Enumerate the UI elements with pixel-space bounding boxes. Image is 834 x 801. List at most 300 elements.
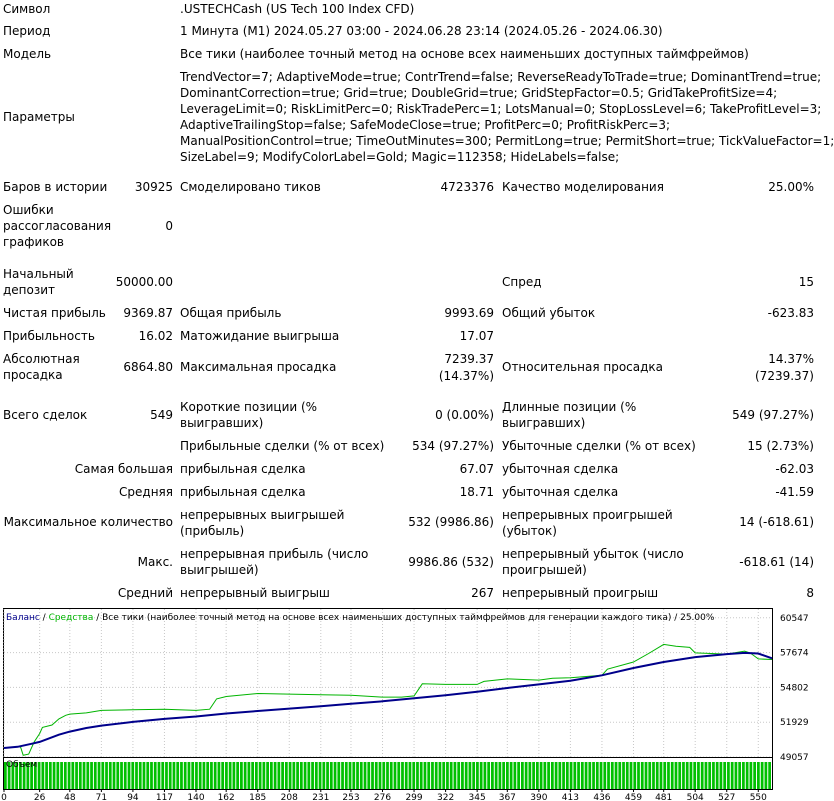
volume-bar <box>169 762 172 789</box>
volume-bar <box>150 762 153 789</box>
net-profit-value: 9369.87 <box>123 306 173 320</box>
volume-bar <box>641 762 644 789</box>
volume-bar <box>487 762 490 789</box>
x-tick-label: 550 <box>749 793 767 801</box>
volume-bar <box>409 762 412 789</box>
volume-bar <box>360 762 363 789</box>
params-line: AdaptiveTrailingStop=false; SafeModeClose=true; ProfitPerc=0; ProfitRiskPerc=3; <box>180 118 671 132</box>
symbol-value: .USTECHCash (US Tech 100 Index CFD) <box>180 2 415 16</box>
volume-bar <box>206 762 209 789</box>
volume-bar <box>116 762 119 789</box>
volume-bar <box>663 762 666 789</box>
volume-bar <box>412 762 415 789</box>
volume-bar <box>289 762 292 789</box>
volume-bar <box>38 762 41 789</box>
volume-bar <box>446 762 449 789</box>
period-value: 1 Минута (M1) 2024.05.27 03:00 - 2024.06.28 23:14 (2024.05.26 - 2024.06.30) <box>180 24 663 38</box>
volume-bar <box>143 762 146 789</box>
profit-trades-value: 534 (97.27%) <box>412 439 494 453</box>
volume-bar <box>45 762 48 789</box>
volume-bar <box>337 762 340 789</box>
params-label: Параметры <box>3 110 75 124</box>
volume-bar <box>60 762 63 789</box>
period-label: Период <box>3 24 51 38</box>
volume-bar <box>735 762 738 789</box>
balance-chart <box>3 608 816 801</box>
volume-bar <box>382 762 385 789</box>
volume-bar <box>64 762 67 789</box>
volume-bar <box>630 762 633 789</box>
symbol-label: Символ <box>3 2 51 16</box>
volume-bar <box>259 762 262 789</box>
largest-loss-label: убыточная сделка <box>502 462 619 476</box>
volume-bar <box>367 762 370 789</box>
gross-profit-value: 9993.69 <box>444 306 494 320</box>
average-profit-label: прибыльная сделка <box>180 485 306 499</box>
volume-bar <box>120 762 123 789</box>
volume-bar <box>304 762 307 789</box>
volume-bar <box>543 762 546 789</box>
volume-bar <box>660 762 663 789</box>
volume-bar <box>750 762 753 789</box>
volume-bar <box>495 762 498 789</box>
volume-bar <box>311 762 314 789</box>
volume-bar <box>322 762 325 789</box>
volume-bar <box>431 762 434 789</box>
volume-bar <box>656 762 659 789</box>
volume-bar <box>75 762 78 789</box>
volume-bar <box>131 762 134 789</box>
volume-bar <box>506 762 509 789</box>
volume-bar <box>581 762 584 789</box>
volume-bar <box>386 762 389 789</box>
max-drawdown-label: Максимальная просадка <box>180 360 337 374</box>
volume-bar <box>236 762 239 789</box>
volume-bar <box>472 762 475 789</box>
volume-bar <box>510 762 513 789</box>
volume-bar <box>53 762 56 789</box>
long-positions-label: Длинные позиции (% выигравших) <box>502 400 637 430</box>
x-tick-label: 231 <box>312 793 330 801</box>
volume-bar <box>761 762 764 789</box>
volume-bar <box>56 762 59 789</box>
model-value: Все тики (наиболее точный метод на основе всех наименьших доступных таймфреймов) <box>180 47 749 61</box>
max-consec-wins-value: 532 (9986.86) <box>408 515 494 529</box>
params-line: SizeLabel=9; ModifyColorLabel=Gold; Magic=112358; HideLabels=false; <box>180 150 620 164</box>
bars-value: 30925 <box>134 180 173 194</box>
expected-payoff-label: Матожидание выигрыша <box>180 329 340 343</box>
deposit-value: 50000.00 <box>115 275 173 289</box>
volume-bar <box>469 762 472 789</box>
volume-bar <box>427 762 430 789</box>
y-tick-label: 49057 <box>780 753 809 763</box>
volume-bar <box>502 762 505 789</box>
gross-loss-label: Общий убыток <box>502 306 596 320</box>
volume-bar <box>727 762 730 789</box>
volume-bar <box>296 762 299 789</box>
short-positions-value: 0 (0.00%) <box>435 408 494 422</box>
volume-bar <box>592 762 595 789</box>
x-tick-label: 48 <box>64 793 76 801</box>
volume-label: Объем <box>6 760 38 770</box>
x-tick-label: 185 <box>249 793 267 801</box>
volume-bar <box>300 762 303 789</box>
y-tick-label: 54802 <box>780 683 809 694</box>
volume-bar <box>49 762 52 789</box>
volume-bar <box>708 762 711 789</box>
volume-bar <box>491 762 494 789</box>
x-tick-label: 0 <box>1 793 7 801</box>
quality-label: Качество моделирования <box>502 180 664 194</box>
volume-bar <box>101 762 104 789</box>
volume-bar <box>442 762 445 789</box>
volume-bar <box>221 762 224 789</box>
volume-bar <box>622 762 625 789</box>
volume-bar <box>765 762 768 789</box>
x-tick-label: 527 <box>718 793 736 801</box>
volume-bar <box>270 762 273 789</box>
abs-drawdown-label: Абсолютная просадка <box>3 352 80 382</box>
max-consec-losses-value: 14 (-618.61) <box>739 515 814 529</box>
volume-bar <box>109 762 112 789</box>
volume-bar <box>716 762 719 789</box>
volume-bar <box>154 762 157 789</box>
abs-drawdown-value: 6864.80 <box>123 360 173 374</box>
volume-bar <box>768 762 771 789</box>
avg-consec-label: Средний <box>117 586 173 600</box>
volume-bar <box>611 762 614 789</box>
average-loss-value: -41.59 <box>775 485 814 499</box>
volume-bar <box>240 762 243 789</box>
x-tick-label: 504 <box>686 793 704 801</box>
volume-bar <box>648 762 651 789</box>
x-tick-label: 140 <box>187 793 205 801</box>
rel-drawdown-label: Относительная просадка <box>502 360 664 374</box>
avg-consec-wins-value: 267 <box>471 586 494 600</box>
volume-bar <box>439 762 442 789</box>
chart-caption <box>6 613 715 623</box>
volume-bar <box>79 762 82 789</box>
volume-bar <box>558 762 561 789</box>
quality-value: 25.00% <box>768 180 814 194</box>
volume-bar <box>723 762 726 789</box>
volume-bar <box>128 762 131 789</box>
volume-bar <box>600 762 603 789</box>
max-consec-wins-label: непрерывных выигрышей (прибыль) <box>180 508 345 538</box>
volume-bar <box>71 762 74 789</box>
volume-bar <box>562 762 565 789</box>
volume-bar <box>165 762 168 789</box>
volume-bar <box>379 762 382 789</box>
volume-bar <box>588 762 591 789</box>
volume-bar <box>139 762 142 789</box>
x-tick-label: 71 <box>95 793 108 801</box>
volume-bar <box>476 762 479 789</box>
volume-bar <box>746 762 749 789</box>
volume-bar <box>334 762 337 789</box>
volume-bar <box>712 762 715 789</box>
x-tick-label: 481 <box>655 793 673 801</box>
max-consec-losses-label: непрерывных проигрышей (убыток) <box>502 508 673 538</box>
loss-trades-label: Убыточные сделки (% от всех) <box>502 439 696 453</box>
volume-bar <box>566 762 569 789</box>
volume-bar <box>285 762 288 789</box>
volume-bar <box>401 762 404 789</box>
volume-bar <box>484 762 487 789</box>
legend-equity: Средства <box>48 613 94 623</box>
largest-loss-value: -62.03 <box>775 462 814 476</box>
volume-bar <box>113 762 116 789</box>
volume-bar <box>570 762 573 789</box>
volume-bar <box>307 762 310 789</box>
volume-bar <box>607 762 610 789</box>
volume-bar <box>375 762 378 789</box>
total-trades-label: Всего сделок <box>3 408 88 422</box>
volume-bar <box>603 762 606 789</box>
volume-bar <box>352 762 355 789</box>
max-consec-loss-value: -618.61 (14) <box>739 555 814 569</box>
volume-bar <box>615 762 618 789</box>
volume-bar <box>345 762 348 789</box>
chart-description: / Все тики (наиболее точный метод на основе всех наименьших доступных таймфреймов для генерации каждого тика) / 25.00% <box>93 613 715 623</box>
volume-bar <box>214 762 217 789</box>
volume-bar <box>176 762 179 789</box>
volume-bar <box>229 762 232 789</box>
x-tick-label: 253 <box>342 793 360 801</box>
volume-bar <box>255 762 258 789</box>
volume-bar <box>678 762 681 789</box>
gross-loss-value: -623.83 <box>767 306 814 320</box>
volume-bar <box>277 762 280 789</box>
params-line: DominantCorrection=true; Grid=true; DoubleGrid=true; GridStepFactor=0.5; GridTakeProfitSize=4; <box>180 86 778 100</box>
max-consec-loss-label: непрерывный убыток (число проигрышей) <box>502 547 684 577</box>
volume-bar <box>341 762 344 789</box>
volume-bar <box>555 762 558 789</box>
x-tick-label: 208 <box>280 793 298 801</box>
volume-bar <box>705 762 708 789</box>
legend-balance: Баланс <box>6 613 40 623</box>
volume-bar <box>690 762 693 789</box>
spread-label: Спред <box>502 275 542 289</box>
volume-bar <box>68 762 71 789</box>
volume-bar <box>517 762 520 789</box>
volume-bar <box>191 762 194 789</box>
volume-bar <box>158 762 161 789</box>
volume-bar <box>525 762 528 789</box>
volume-bar <box>248 762 251 789</box>
x-tick-label: 162 <box>217 793 235 801</box>
volume-bar <box>652 762 655 789</box>
volume-bar <box>618 762 621 789</box>
x-tick-label: 299 <box>405 793 423 801</box>
profit-factor-value: 16.02 <box>138 329 173 343</box>
volume-bar <box>596 762 599 789</box>
profit-factor-label: Прибыльность <box>3 329 95 343</box>
params-line: TrendVector=7; AdaptiveMode=true; ContrTrend=false; ReverseReadyToTrade=true; DominantTrend=true; <box>180 70 822 84</box>
rel-drawdown-amount: (7239.37) <box>755 369 814 383</box>
max-drawdown-value: 7239.37 <box>444 352 494 366</box>
ticks-label: Смоделировано тиков <box>180 180 321 194</box>
volume-bar <box>514 762 517 789</box>
volume-bar <box>738 762 741 789</box>
volume-bar <box>731 762 734 789</box>
average-loss-label: убыточная сделка <box>502 485 619 499</box>
volume-bar <box>330 762 333 789</box>
volume-bar <box>94 762 97 789</box>
volume-bar <box>251 762 254 789</box>
volume-bar <box>364 762 367 789</box>
volume-bar <box>536 762 539 789</box>
largest-profit-label: прибыльная сделка <box>180 462 306 476</box>
volume-bar <box>184 762 187 789</box>
volume-bar <box>753 762 756 789</box>
volume-bar <box>540 762 543 789</box>
volume-bar <box>645 762 648 789</box>
avg-consec-losses-label: непрерывный проигрыш <box>502 586 659 600</box>
volume-bar <box>371 762 374 789</box>
volume-bar <box>90 762 93 789</box>
volume-bar <box>637 762 640 789</box>
legend-separator: / <box>39 613 49 623</box>
volume-bar <box>697 762 700 789</box>
volume-bar <box>135 762 138 789</box>
volume-bar <box>98 762 101 789</box>
volume-bar <box>416 762 419 789</box>
volume-bar <box>244 762 247 789</box>
volume-bar <box>686 762 689 789</box>
max-consec-profit-label: непрерывная прибыль (число выигрышей) <box>180 547 369 577</box>
volume-bar <box>499 762 502 789</box>
volume-bar <box>319 762 322 789</box>
volume-bar <box>41 762 44 789</box>
volume-bar <box>547 762 550 789</box>
volume-bar <box>397 762 400 789</box>
volume-bar <box>577 762 580 789</box>
volume-bar <box>146 762 149 789</box>
x-tick-label: 413 <box>561 793 579 801</box>
total-trades-value: 549 <box>150 408 173 422</box>
volume-bar <box>161 762 164 789</box>
volume-bar <box>573 762 576 789</box>
volume-bar <box>292 762 295 789</box>
max-drawdown-pct: (14.37%) <box>438 369 494 383</box>
errors-label: Ошибки рассогласования графиков <box>3 203 112 249</box>
volume-bar <box>180 762 183 789</box>
x-tick-label: 117 <box>155 793 174 801</box>
volume-bar <box>83 762 86 789</box>
volume-bar <box>86 762 89 789</box>
y-tick-label: 51929 <box>780 718 809 729</box>
volume-bar <box>266 762 269 789</box>
volume-bar <box>199 762 202 789</box>
volume-bar <box>454 762 457 789</box>
volume-bar <box>420 762 423 789</box>
volume-bar <box>394 762 397 789</box>
params-line: ManualPositionControl=true; TimeOutMinutes=300; PermitLong=true; PermitShort=true; TickValueFactor=1; <box>180 134 834 148</box>
volume-bar <box>435 762 438 789</box>
largest-label: Самая большая <box>74 462 173 476</box>
volume-bar <box>757 762 760 789</box>
params-line: LeverageLimit=0; RiskLimitPerc=0; RiskTradePerc=1; LotsManual=0; StopLossLevel=6; TakeProfitLevel=3; <box>180 102 822 116</box>
x-tick-label: 345 <box>468 793 486 801</box>
volume-bar <box>742 762 745 789</box>
rel-drawdown-value: 14.37% <box>768 352 814 366</box>
deposit-label: Начальный депозит <box>3 267 74 297</box>
x-tick-label: 367 <box>498 793 516 801</box>
y-tick-label: 60547 <box>780 613 809 624</box>
max-consec-profit-value: 9986.86 (532) <box>408 555 494 569</box>
volume-bar <box>274 762 277 789</box>
volume-bar <box>233 762 236 789</box>
volume-bar <box>465 762 468 789</box>
volume-bar <box>457 762 460 789</box>
largest-profit-value: 67.07 <box>459 462 494 476</box>
average-label: Средняя <box>119 485 173 499</box>
volume-bar <box>720 762 723 789</box>
max-count-label: Максимальное количество <box>3 515 173 529</box>
avg-consec-losses-value: 8 <box>806 586 814 600</box>
avg-consec-wins-label: непрерывный выигрыш <box>180 586 330 600</box>
balance-chart-svg <box>3 608 816 801</box>
volume-bar <box>210 762 213 789</box>
x-tick-label: 322 <box>437 793 455 801</box>
volume-bar <box>521 762 524 789</box>
volume-bar <box>390 762 393 789</box>
volume-bar <box>701 762 704 789</box>
volume-bar <box>667 762 670 789</box>
volume-bar <box>626 762 629 789</box>
volume-bar <box>263 762 266 789</box>
volume-bar <box>281 762 284 789</box>
y-tick-label: 57674 <box>780 648 809 659</box>
volume-bar <box>405 762 408 789</box>
volume-bar <box>551 762 554 789</box>
x-tick-label: 26 <box>33 793 46 801</box>
volume-bar <box>682 762 685 789</box>
volume-bar <box>173 762 176 789</box>
volume-bar <box>633 762 636 789</box>
ticks-value: 4723376 <box>440 180 494 194</box>
volume-bar <box>424 762 427 789</box>
volume-bar <box>532 762 535 789</box>
errors-value: 0 <box>165 219 173 233</box>
net-profit-label: Чистая прибыль <box>3 306 106 320</box>
volume-bar <box>693 762 696 789</box>
volume-bar <box>124 762 127 789</box>
average-profit-value: 18.71 <box>459 485 494 499</box>
volume-bar <box>203 762 206 789</box>
volume-bar <box>461 762 464 789</box>
volume-bar <box>675 762 678 789</box>
plot-frame <box>4 609 773 758</box>
y-axis <box>780 614 809 763</box>
volume-bar <box>356 762 359 789</box>
volume-bar <box>188 762 191 789</box>
volume-bar <box>315 762 318 789</box>
x-tick-label: 436 <box>593 793 611 801</box>
x-axis <box>1 789 767 801</box>
volume-bar <box>528 762 531 789</box>
volume-bar <box>195 762 198 789</box>
spread-value: 15 <box>798 275 814 289</box>
volume-bar <box>105 762 108 789</box>
x-tick-label: 276 <box>373 793 392 801</box>
x-tick-label: 94 <box>127 793 139 801</box>
short-positions-label: Короткие позиции (% выигравших) <box>180 400 318 430</box>
x-tick-label: 390 <box>530 793 548 801</box>
model-label: Модель <box>3 47 52 61</box>
volume-bar <box>225 762 228 789</box>
